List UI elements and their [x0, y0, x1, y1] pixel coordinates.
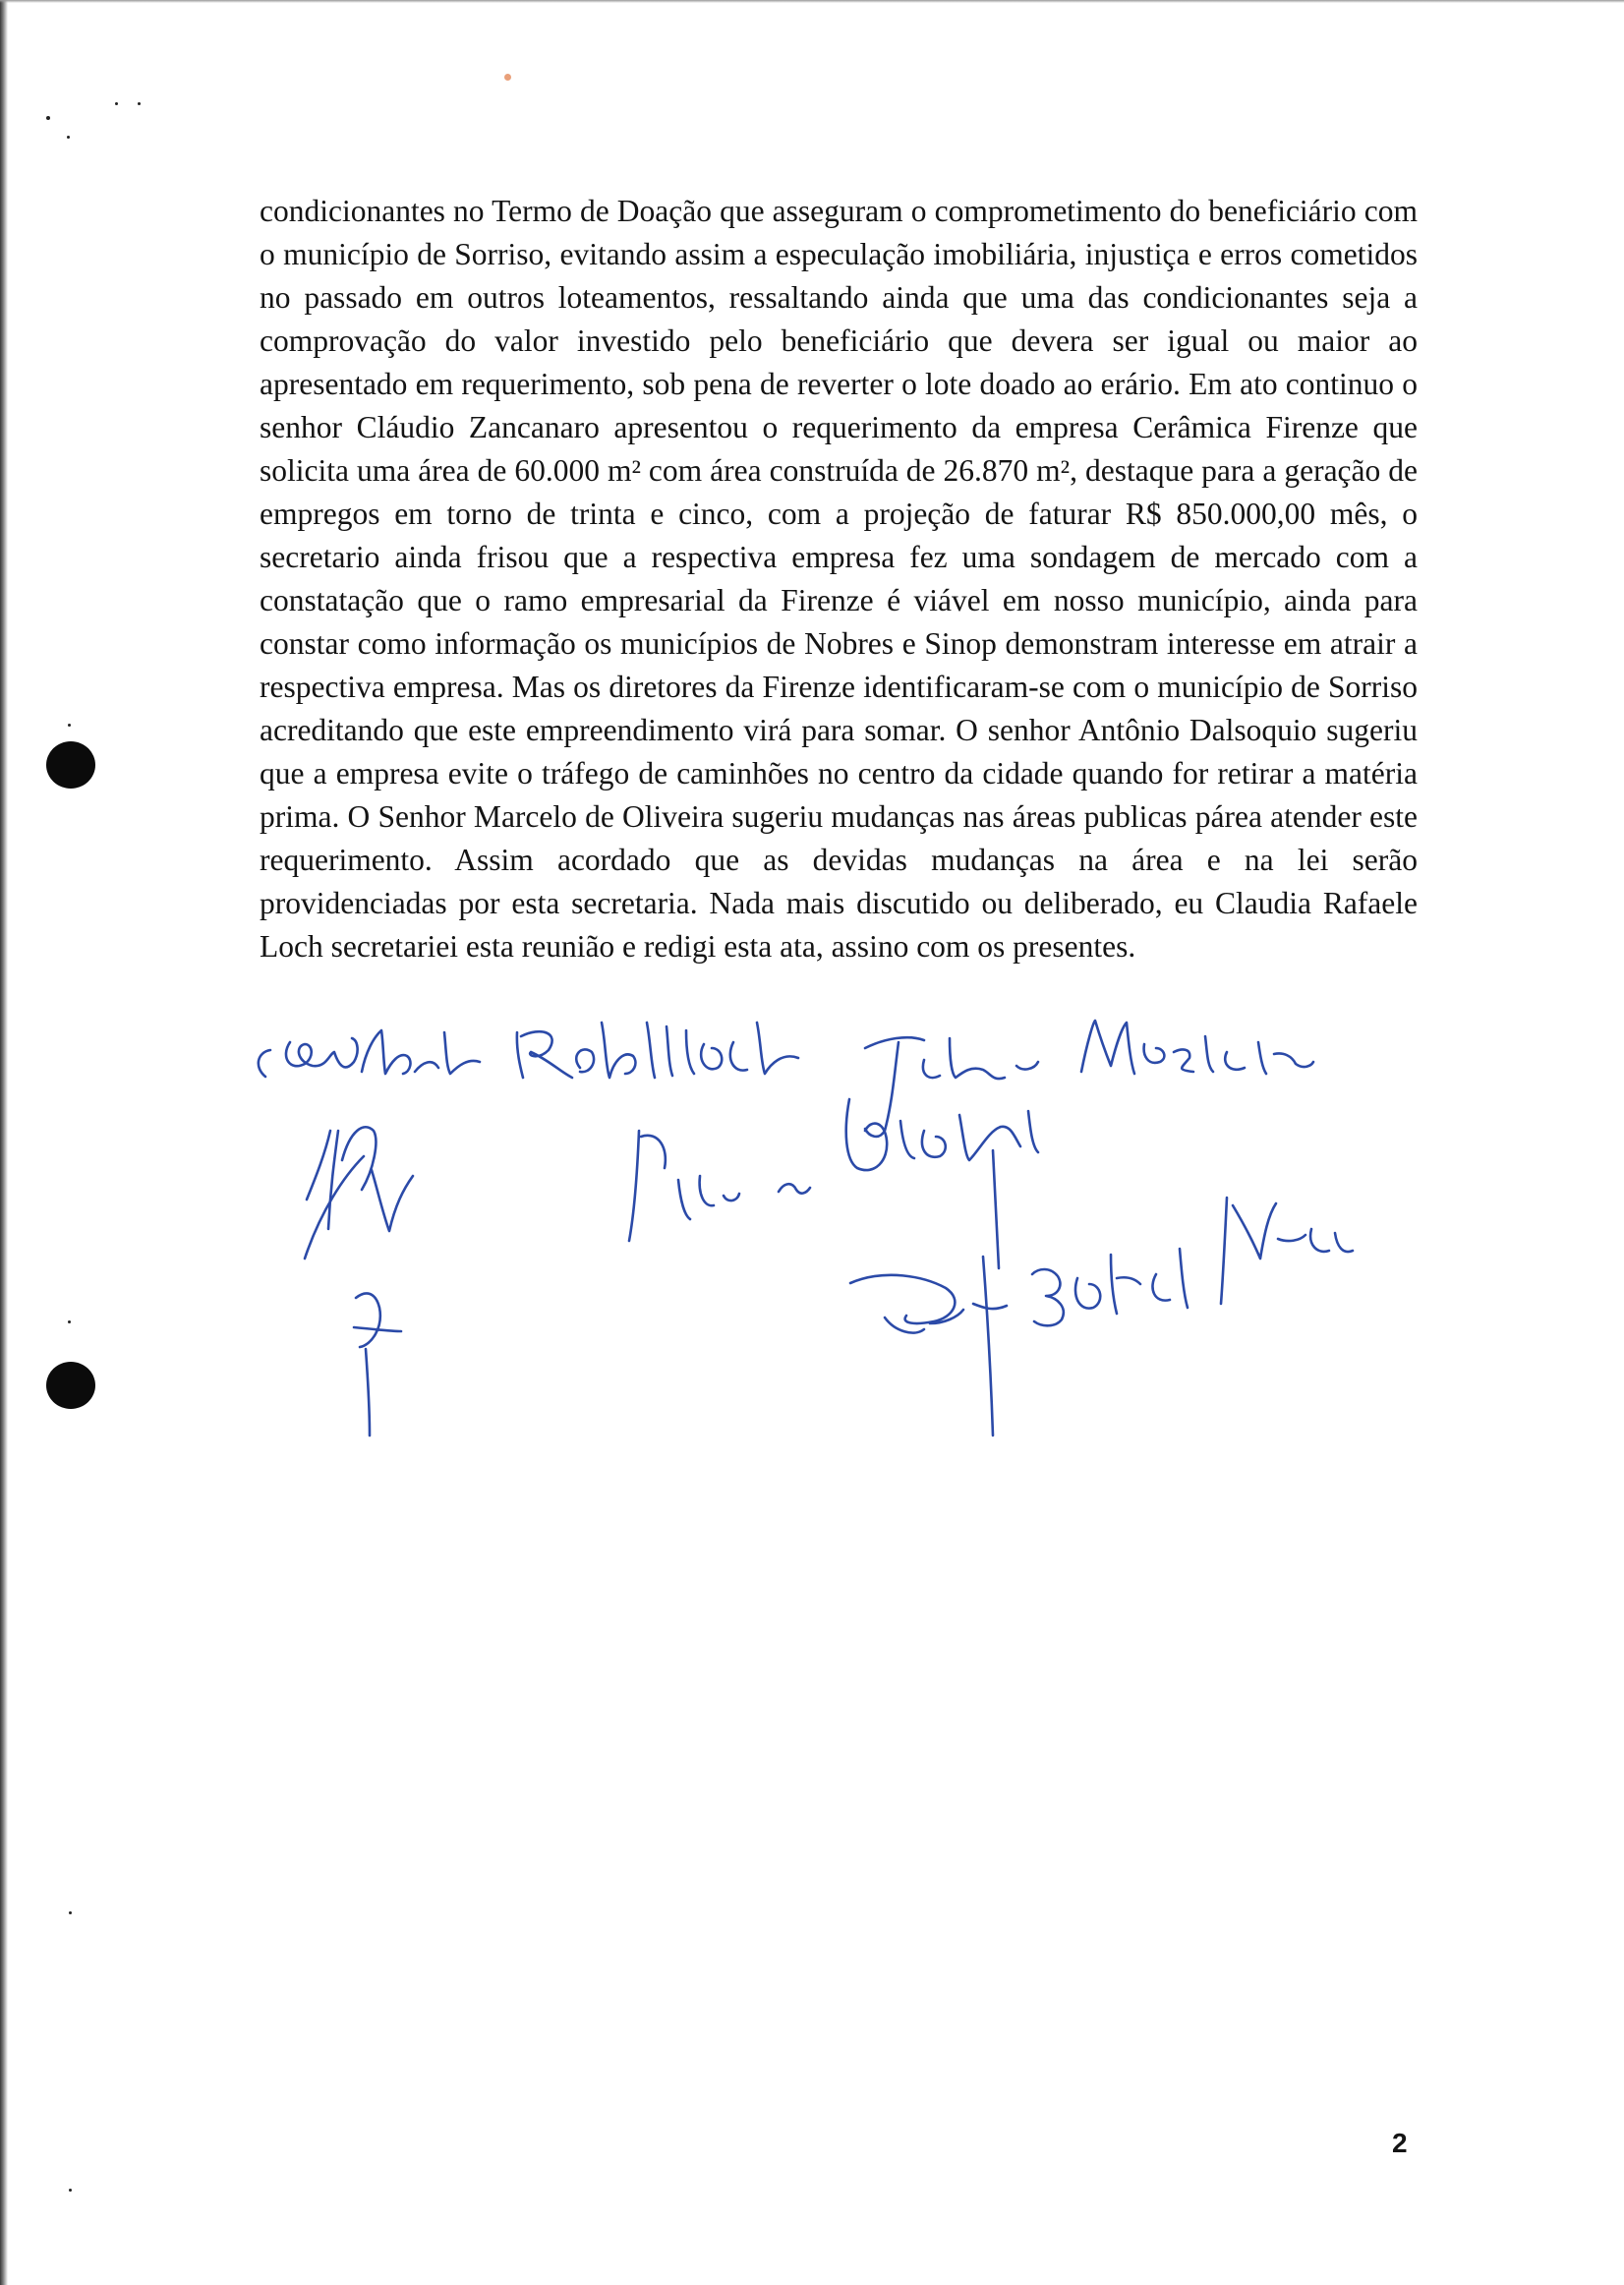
scan-speck — [67, 136, 70, 139]
scan-speck — [46, 116, 50, 120]
scan-speck — [69, 2189, 72, 2192]
scan-speck — [68, 724, 71, 727]
scan-top-edge — [0, 0, 1624, 3]
minutes-body-text: condicionantes no Termo de Doação que asseguram o comprometimento do beneficiário com o município de Sorriso, evitando assim a especulação imobiliária, injustiça e erros cometidos no passado em outros loteamentos, ressaltando ainda que uma das condicionantes seja a comprovação do valor investido pelo beneficiário que devera ser igual ou maior ao apresentado em requerimento, sob pena de reverter o lote doado ao erário. Em ato continuo o senhor Cláudio Zancanaro apresentou o requerimento da empresa Cerâmica Firenze que solicita uma área de 60.000 m² com área construída de 26.870 m², destaque para a geração de empregos em torno de trinta e cinco, com a projeção de faturar R$ 850.000,00 mês, o secretario ainda frisou que a respectiva empresa fez uma sondagem de mercado com a constatação que o ramo empresarial da Firenze é viável em nosso município, ainda para constar como informação os municípios de Nobres e Sinop demonstram interesse em atrair a respectiva empresa. Mas os diretores da Firenze identificaram-se com o município de Sorriso acreditando que este empreendimento virá para somar. O senhor Antônio Dalsoquio sugeriu que a empresa evite o tráfego de caminhões no centro da cidade quando for retirar a matéria prima. O Senhor Marcelo de Oliveira sugeriu mudanças nas áreas publicas párea atender este requerimento. Assim acordado que as devidas mudanças na área e na lei serão providenciadas por esta secretaria. Nada mais discutido ou deliberado, eu Claudia Rafaele Loch secretariei esta reunião e redigi esta ata, assino com os presentes. — [260, 194, 1418, 964]
scan-speck — [138, 102, 141, 105]
scan-speck — [115, 102, 118, 105]
scan-speck — [69, 1911, 72, 1914]
signature-juliano-mezzalira — [865, 1021, 1313, 1137]
scan-speck — [504, 74, 511, 81]
punch-hole — [46, 1362, 95, 1409]
signature-initials — [305, 1127, 413, 1435]
signature-antonio-dalsoquio — [629, 1099, 1038, 1241]
signatures-block — [236, 983, 1416, 1494]
page-number: 2 — [1392, 2128, 1408, 2158]
scan-left-edge — [0, 0, 8, 2285]
scan-speck — [68, 1320, 71, 1323]
signature-claudio — [259, 1030, 480, 1077]
signature-rogerio-batista-neves — [850, 1150, 1353, 1435]
punch-hole — [46, 741, 95, 789]
signature-rafaele-loch — [517, 1023, 798, 1078]
